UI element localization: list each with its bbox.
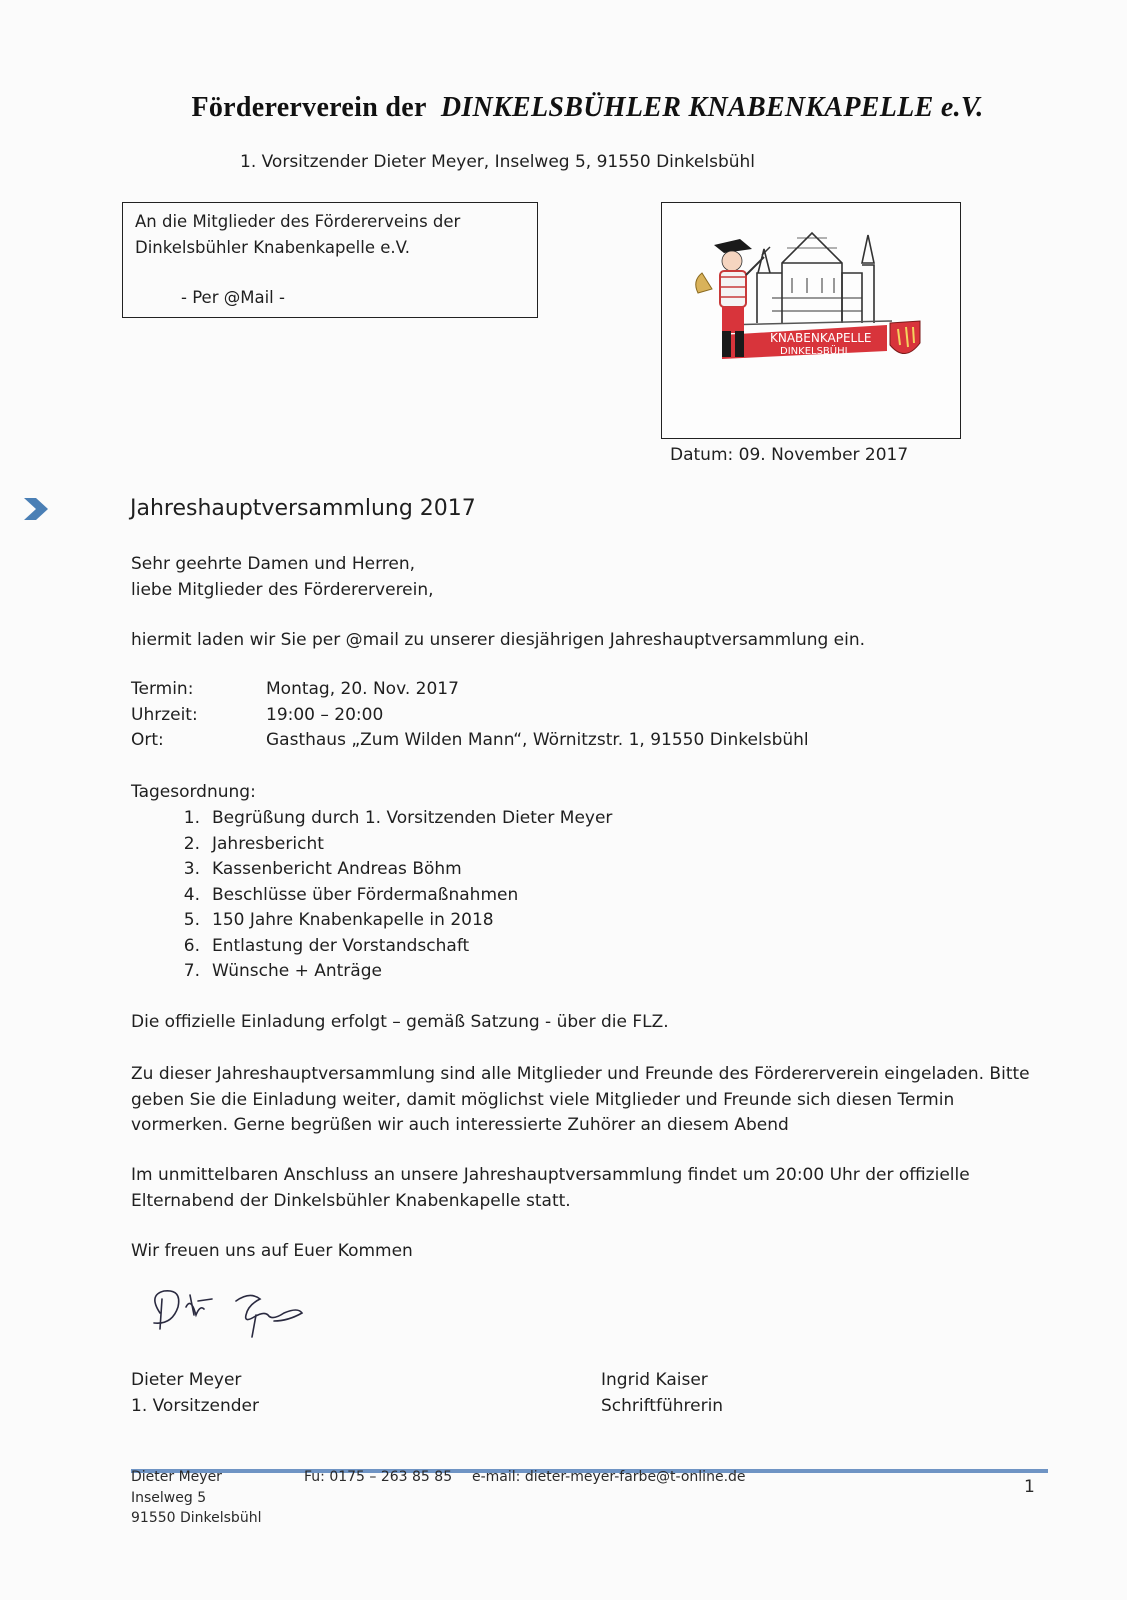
agenda-text: Entlastung der Vorstandschaft (212, 935, 470, 956)
agenda-text: Kassenbericht Andreas Böhm (212, 859, 462, 879)
recipient-delivery: - Per @Mail - (181, 288, 285, 307)
footer-phone: Fu: 0175 – 263 85 85 (304, 1469, 453, 1485)
logo-banner-line-1: KNABENKAPELLE (770, 331, 872, 345)
agenda-item (131, 832, 612, 858)
info-label: Ort: (131, 730, 164, 750)
logo-banner-line-2: DINKELSBÜHL (780, 346, 851, 357)
page-number: 1 (1024, 1477, 1035, 1497)
recipient-line-2: Dinkelsbühler Knabenkapelle e.V. (135, 238, 411, 257)
signer-left-role: 1. Vorsitzender (131, 1395, 259, 1416)
parent-evening-paragraph: Im unmittelbaren Anschluss an unsere Jahreshauptversammlung findet um 20:00 Uhr der offizielle Elternabend der Dinkelsbühler Knabenkapelle statt. (131, 1165, 970, 1211)
agenda-number: 4. (183, 884, 200, 905)
agenda-item (131, 857, 612, 883)
signer-right-role: Schriftführerin (601, 1395, 724, 1416)
title-italic: DINKELSBÜHLER KNABENKAPELLE e.V. (440, 92, 984, 123)
info-label: Uhrzeit: (131, 704, 198, 725)
agenda-item (131, 934, 612, 960)
agenda-text: 150 Jahre Knabenkapelle in 2018 (212, 910, 494, 930)
info-row-date (131, 677, 809, 703)
friends-paragraph: Zu dieser Jahreshauptversammlung sind alle Mitglieder und Freunde des Fördererverein eingeladen. Bitte geben Sie die Einladung weiter, damit möglichst viele Mitglieder und Freunde sich diesen Termin vormerken. Gerne begrüßen wir auch interessierte Zuhörer an diesem Abend (131, 1064, 1030, 1135)
letterhead-title (0, 92, 1127, 124)
agenda-number: 2. (183, 833, 200, 854)
info-row-location (131, 728, 809, 754)
meeting-info (131, 677, 809, 754)
agenda-number: 1. (183, 808, 200, 828)
handwritten-signature (138, 1285, 318, 1345)
info-value: Gasthaus „Zum Wilden Mann“, Wörnitzstr. 1, 91550 Dinkelsbühl (266, 730, 809, 750)
letter-date: Datum: 09. November 2017 (670, 445, 909, 465)
signer-right (601, 1368, 723, 1419)
invitation-text: hiermit laden wir Sie per @mail zu unserer diesjährigen Jahreshauptversammlung ein. (131, 630, 866, 650)
footer-street: Inselweg 5 (131, 1489, 207, 1506)
agenda-number: 5. (183, 910, 200, 930)
footer-name: Dieter Meyer (131, 1469, 222, 1485)
agenda-text: Wünsche + Anträge (212, 961, 382, 981)
footer-address (131, 1467, 261, 1529)
agenda-text: Beschlüsse über Fördermaßnahmen (212, 884, 519, 905)
signer-left (131, 1368, 259, 1419)
salutation-line-2: liebe Mitglieder des Fördererverein, (131, 579, 434, 600)
salutation-line-1: Sehr geehrte Damen und Herren, (131, 554, 416, 574)
agenda-item (131, 959, 612, 985)
agenda-number: 6. (183, 935, 200, 956)
official-invitation-note: Die offizielle Einladung erfolgt – gemäß Satzung - über die FLZ. (131, 1012, 669, 1032)
agenda-number: 3. (183, 859, 200, 879)
chevron-right-icon (22, 496, 52, 522)
agenda-text: Begrüßung durch 1. Vorsitzenden Dieter Meyer (212, 808, 613, 828)
info-row-time (131, 703, 809, 729)
info-value: Montag, 20. Nov. 2017 (266, 679, 459, 699)
agenda-text: Jahresbericht (212, 833, 324, 854)
signer-right-name: Ingrid Kaiser (601, 1370, 708, 1390)
agenda-item (131, 883, 612, 909)
closing-line: Wir freuen uns auf Euer Kommen (131, 1241, 413, 1261)
recipient-line-1: An die Mitglieder des Fördererveins der (135, 212, 461, 231)
signer-left-name: Dieter Meyer (131, 1370, 242, 1390)
logo-box (661, 202, 961, 439)
title-plain: Fördererverein der (191, 92, 427, 123)
info-value: 19:00 – 20:00 (266, 704, 384, 725)
recipient-box (122, 202, 538, 318)
agenda-item (131, 908, 612, 934)
agenda-label: Tagesordnung: (131, 782, 256, 802)
letterhead-subhead: 1. Vorsitzender Dieter Meyer, Inselweg 5, 91550 Dinkelsbühl (240, 152, 756, 172)
footer-city: 91550 Dinkelsbühl (131, 1510, 262, 1526)
footer-email: e-mail: dieter-meyer-farbe@t-online.de (472, 1469, 746, 1485)
agenda-item (131, 806, 612, 832)
knabenkapelle-logo-icon (662, 203, 960, 438)
agenda-number: 7. (183, 961, 200, 981)
info-label: Termin: (131, 679, 194, 699)
agenda-list (131, 806, 612, 985)
salutation (131, 552, 434, 603)
letter-heading: Jahreshauptversammlung 2017 (130, 496, 476, 521)
